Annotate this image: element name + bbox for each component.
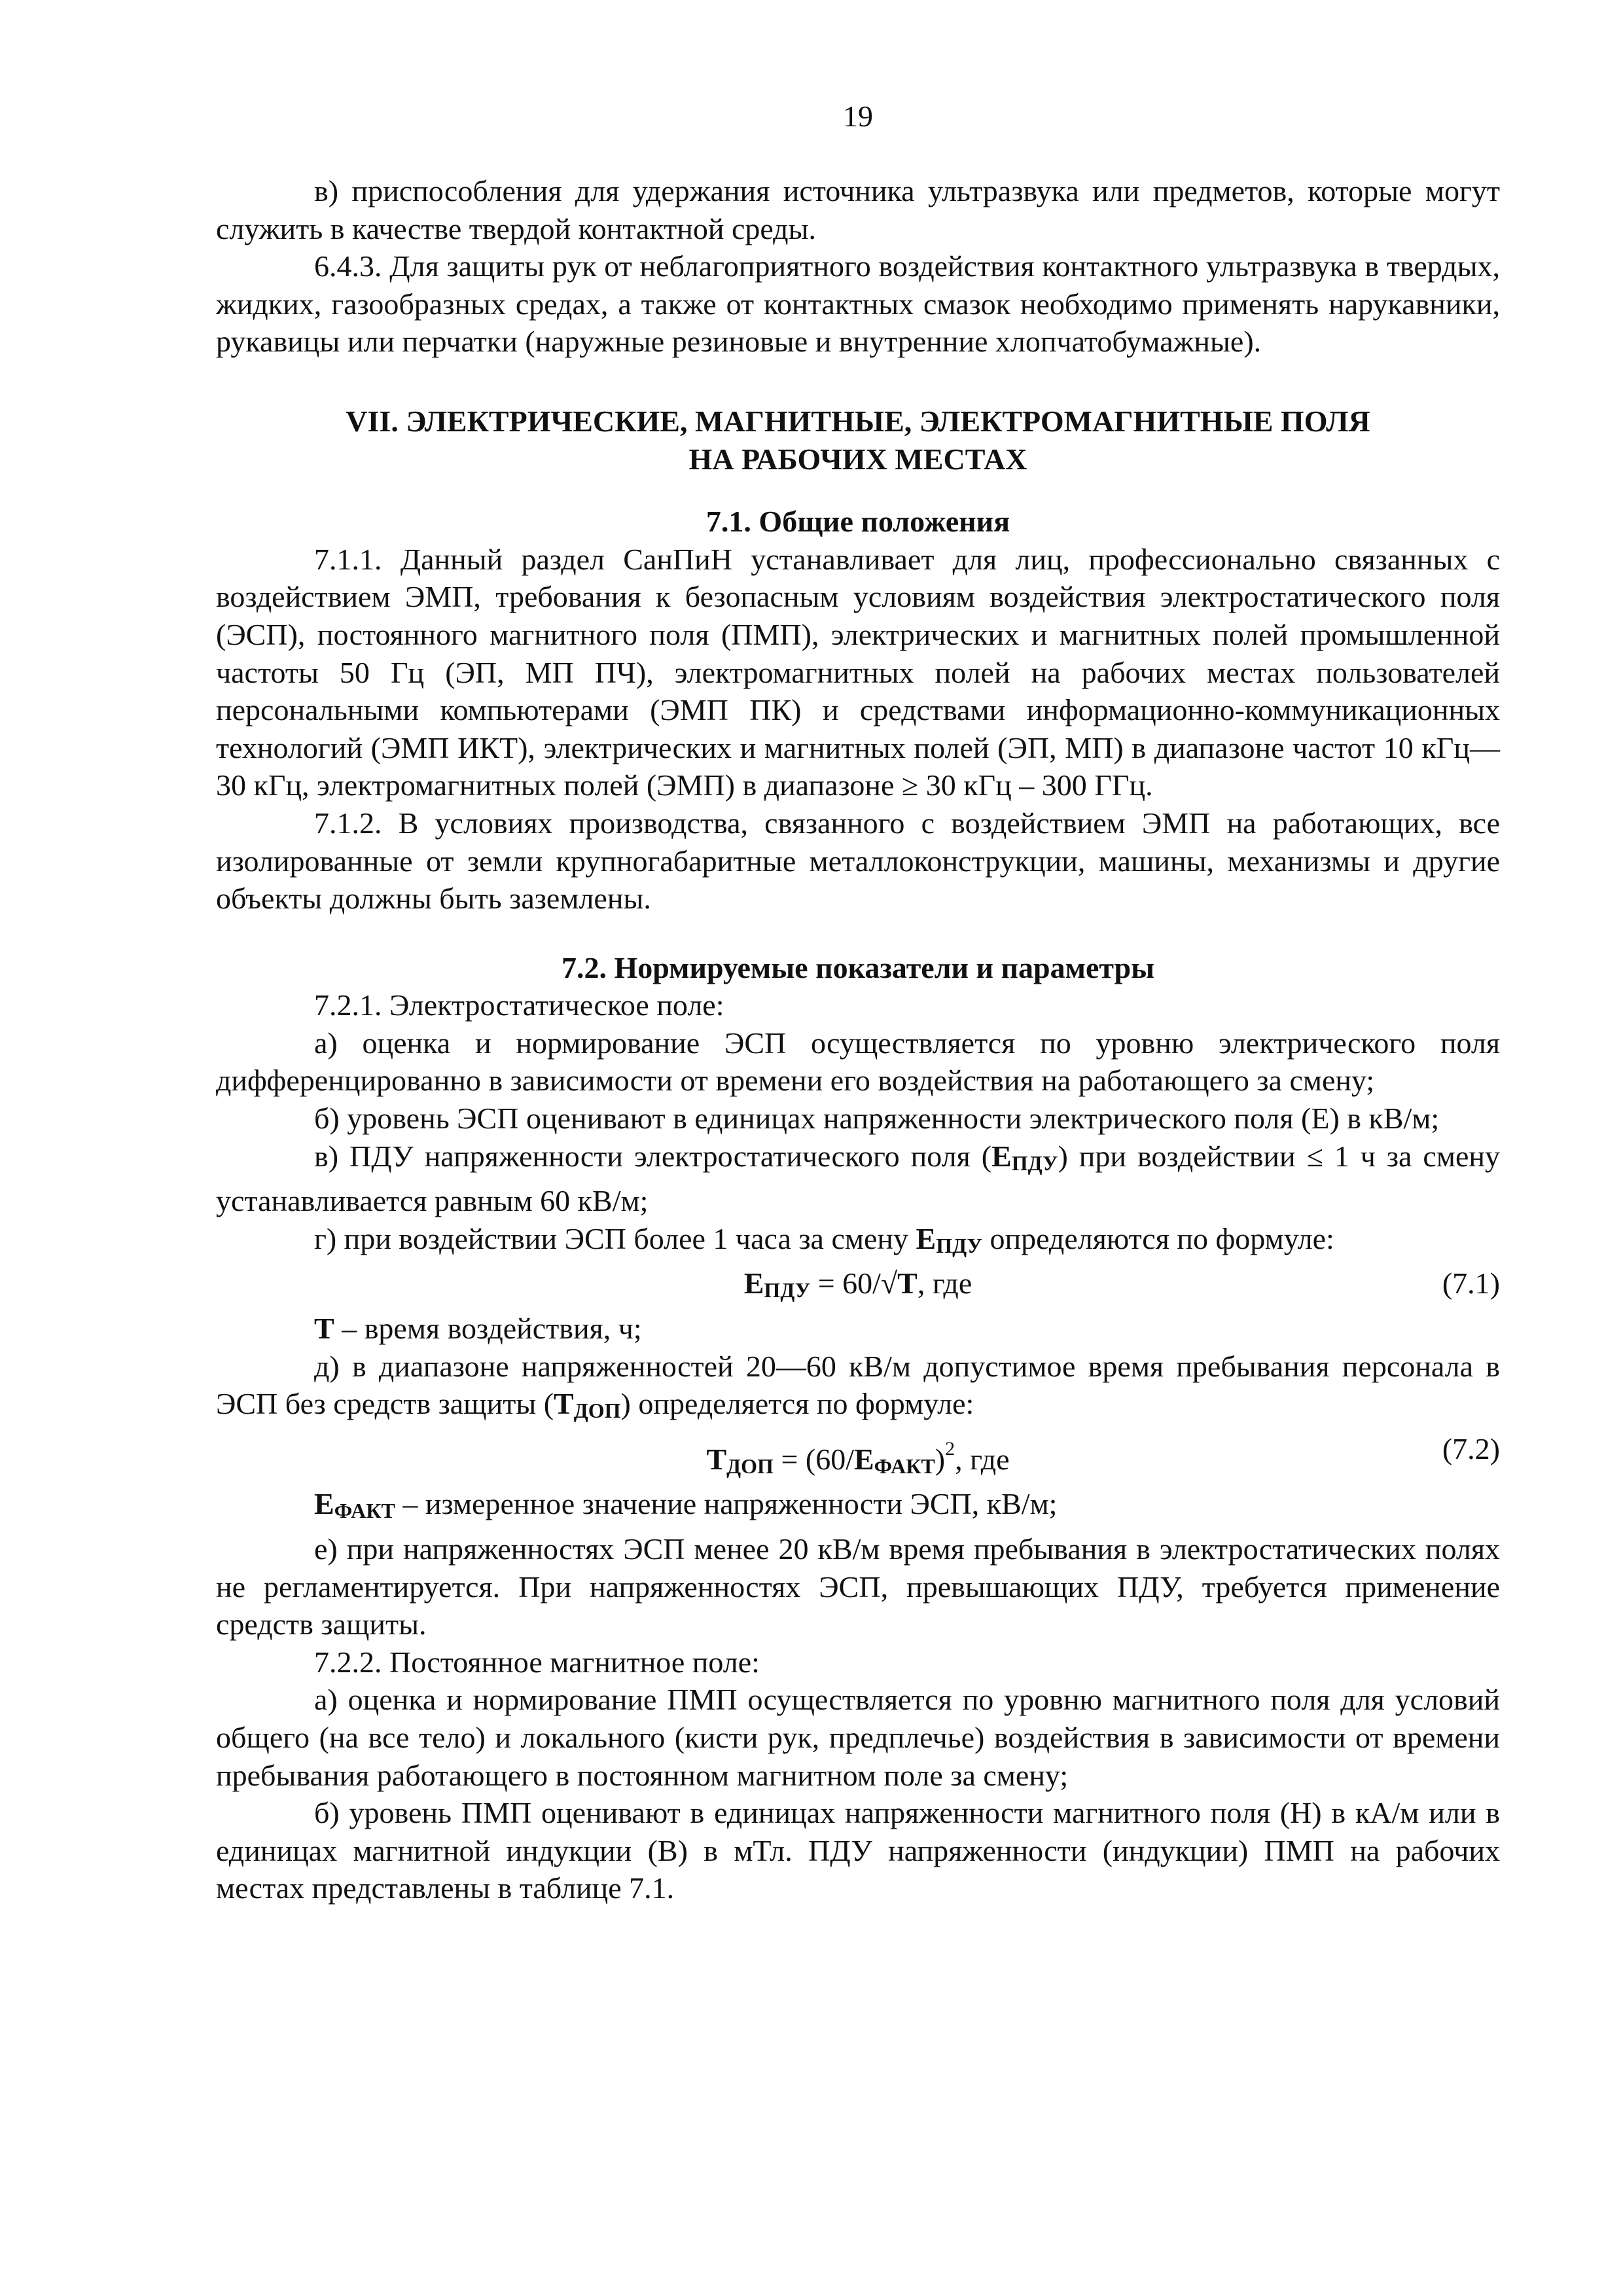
- equation-number-7-1: (7.1): [1442, 1266, 1500, 1300]
- formula-7-1: EПДУ = 60/√T, где (7.1): [216, 1265, 1500, 1310]
- chapter-title-line-1: VII. ЭЛЕКТРИЧЕСКИЕ, МАГНИТНЫЕ, ЭЛЕКТРОМАГНИТНЫЕ ПОЛЯ: [346, 404, 1370, 438]
- chapter-title-line-2: НА РАБОЧИХ МЕСТАХ: [688, 442, 1027, 476]
- formula-7-2: TДОП = (60/EФАКТ)$^2$, где (7.2): [216, 1430, 1500, 1486]
- list-item-b-pmp: б) уровень ПМП оценивают в единицах напряженности магнитного поля (Н) в кА/м или в единицах магнитной индукции (В) в мТл. ПДУ напряженности (индукции) ПМП на рабочих местах представлены в таблице 7.1.: [216, 1796, 1500, 1905]
- time-definition: T – время воздействия, ч;: [314, 1312, 642, 1346]
- page-number: 19: [843, 99, 873, 133]
- section-7-2-heading: 7.2. Нормируемые показатели и параметры: [561, 950, 1155, 984]
- section-7-1-heading: 7.1. Общие положения: [705, 505, 1010, 539]
- list-item-d: д) в диапазоне напряженностей 20—60 кВ/м допустимое время пребывания персонала в ЭСП без средств защиты (TДОП) определяется по формуле:: [216, 1349, 1500, 1423]
- list-item-e: е) при напряженностях ЭСП менее 20 кВ/м время пребывания в электростатических полях не регламентируется. При напряженностях ЭСП, превышающих ПДУ, требуется применение средств защиты.: [216, 1532, 1500, 1641]
- paragraph-7-2-2: 7.2.2. Постоянное магнитное поле:: [314, 1645, 760, 1679]
- list-item-g: г) при воздействии ЭСП более 1 часа за смену EПДУ определяются по формуле:: [314, 1221, 1334, 1257]
- equation-number-7-2: (7.2): [1442, 1431, 1500, 1465]
- list-item-a-pmp: а) оценка и нормирование ПМП осуществляется по уровню магнитного поля для условий общего (на все тело) и локального (кисти рук, предплечье) воздействия в зависимости от времени пребывания работающего в постоянном магнитном поле за смену;: [216, 1683, 1500, 1792]
- efakt-definition: EФАКТ – измеренное значение напряженности ЭСП, кВ/м;: [314, 1487, 1058, 1523]
- paragraph-7-2-1: 7.2.1. Электростатическое поле:: [314, 988, 724, 1022]
- list-item-b: б) уровень ЭСП оценивают в единицах напряженности электрического поля (Е) в кВ/м;: [314, 1102, 1440, 1136]
- list-item-a: а) оценка и нормирование ЭСП осуществляется по уровню электрического поля дифференцированно в зависимости от времени его воздействия на работающего за смену;: [216, 1026, 1500, 1098]
- paragraph-7-1-2: 7.1.2. В условиях производства, связанного с воздействием ЭМП на работающих, все изолированные от земли крупногабаритные металлоконструкции, машины, механизмы и другие объекты должны быть заземлены.: [216, 806, 1500, 916]
- document-body: [216, 172, 1500, 1907]
- list-item-v: в) приспособления для удержания источника ультразвука или предметов, которые могут служить в качестве твердой контактной среды.: [216, 174, 1500, 245]
- paragraph-6-4-3: 6.4.3. Для защиты рук от неблагоприятного воздействия контактного ультразвука в твердых, жидких, газообразных средах, а также от контактных смазок необходимо применять нарукавники, рукавицы или перчатки (наружные резиновые и внутренние хлопчатобумажные).: [216, 249, 1500, 359]
- list-item-v-esp: в) ПДУ напряженности электростатического поля (EПДУ) при воздействии ≤ 1 ч за смену устанавливается равным 60 кВ/м;: [216, 1139, 1500, 1218]
- paragraph-7-1-1: 7.1.1. Данный раздел СанПиН устанавливает для лиц, профессионально связанных с воздействием ЭМП, требования к безопасным условиям воздействия электростатического поля (ЭСП), постоянного магнитного поля (ПМП), электрических и магнитных полей промышленной частоты 50 Гц (ЭП, МП ПЧ), электромагнитных полей на рабочих местах пользователей персональными компьютерами (ЭМП ПК) и средствами информационно-коммуникационных технологий (ЭМП ИКТ), электрических и магнитных полей (ЭП, МП) в диапазоне частот 10 кГц—30 кГц, электромагнитных полей (ЭМП) в диапазоне ≥ 30 кГц – 300 ГГц.: [216, 542, 1500, 802]
